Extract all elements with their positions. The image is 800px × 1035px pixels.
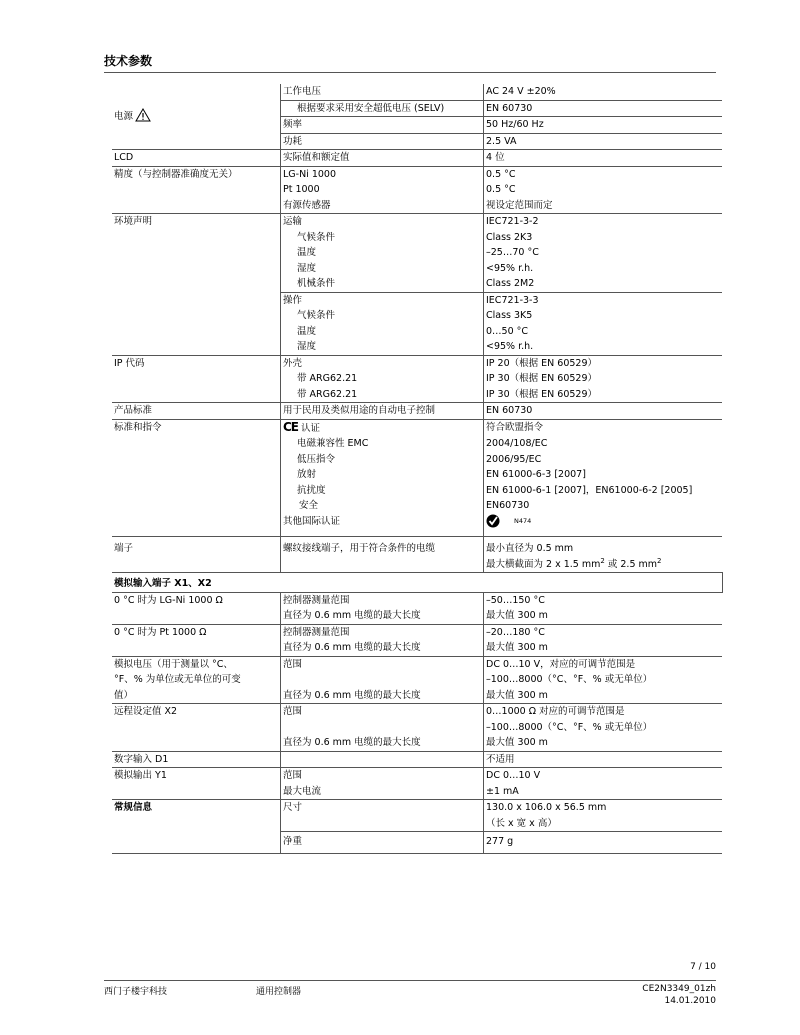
value-cell: 2004/108/EC xyxy=(484,436,723,452)
value-cell: 不适用 xyxy=(484,751,723,768)
value-cell: –20…180 °C xyxy=(484,624,723,640)
param-cell: 低压指令 xyxy=(281,452,484,468)
param-cell: 放射 xyxy=(281,467,484,483)
ip-label: IP 代码 xyxy=(112,355,281,403)
value-cell: 277 g xyxy=(484,832,723,854)
param-cell: 外壳 xyxy=(281,355,484,371)
value-cell: 最大值 300 m xyxy=(484,640,723,656)
table-row xyxy=(112,150,722,167)
value-cell: EN60730 xyxy=(484,498,723,514)
param-cell: 净重 xyxy=(281,832,484,854)
pt-label: 0 °C 时为 Pt 1000 Ω xyxy=(112,624,281,656)
param-cell: 湿度 xyxy=(281,339,484,355)
value-cell: DC 0…10 V，对应的可调节范围是 xyxy=(484,656,723,672)
value-cell: 2006/95/EC xyxy=(484,452,723,468)
param-cell: 实际值和额定值 xyxy=(281,150,484,167)
param-cell: 直径为 0.6 mm 电缆的最大长度 xyxy=(281,608,484,624)
environment-label: 环境声明 xyxy=(112,214,281,356)
param-cell: 气候条件 xyxy=(281,230,484,246)
param-cell xyxy=(281,672,484,688)
accuracy-label: 精度（与控制器准确度无关） xyxy=(112,166,281,214)
param-cell: 电磁兼容性 EMC xyxy=(281,436,484,452)
table-row xyxy=(112,573,722,593)
digital-input-label: 数字输入 D1 xyxy=(112,751,281,768)
table-row xyxy=(112,214,722,230)
param-cell: 温度 xyxy=(281,245,484,261)
table-row xyxy=(112,537,722,557)
param-cell: LG-Ni 1000 xyxy=(281,166,484,182)
superscript: 2 xyxy=(657,556,662,565)
table-row xyxy=(112,704,722,720)
value-cell: EN 60730 xyxy=(484,100,723,117)
param-cell: 温度 xyxy=(281,324,484,340)
param-cell: 有源传感器 xyxy=(281,198,484,214)
table-row xyxy=(112,166,722,182)
param-cell: 其他国际认证 xyxy=(281,514,484,537)
param-text: 认证 xyxy=(301,422,321,434)
table-row xyxy=(112,84,722,100)
ce-mark-icon: CE xyxy=(283,419,299,434)
value-cell: 0…50 °C xyxy=(484,324,723,340)
value-text: 最大横截面为 2 x 1.5 mm xyxy=(486,558,601,570)
value-cell: –100…8000（°C、°F、% 或无单位） xyxy=(484,672,723,688)
value-text: 或 2.5 mm xyxy=(604,558,658,570)
value-cell: 2.5 VA xyxy=(484,133,723,150)
param-cell: 尺寸 xyxy=(281,800,484,816)
value-cell: （长 x 宽 x 高） xyxy=(484,816,723,832)
param-cell xyxy=(281,816,484,832)
param-cell: 工作电压 xyxy=(281,84,484,100)
param-cell xyxy=(281,419,484,436)
value-cell: Class 3K5 xyxy=(484,308,723,324)
value-cell: 最大值 300 m xyxy=(484,735,723,751)
section-title: 技术参数 xyxy=(104,54,153,68)
value-cell xyxy=(484,557,723,573)
table-row xyxy=(112,355,722,371)
value-cell xyxy=(484,514,723,537)
param-cell: 用于民用及类似用途的自动电子控制 xyxy=(281,403,484,420)
param-cell: 安全 xyxy=(281,498,484,514)
remote-label: 远程设定值 X2 xyxy=(112,704,281,752)
param-cell: 范围 xyxy=(281,768,484,784)
analog-output-label: 模拟输出 Y1 xyxy=(112,768,281,800)
param-cell: 抗扰度 xyxy=(281,483,484,499)
param-cell: Pt 1000 xyxy=(281,182,484,198)
value-cell: 4 位 xyxy=(484,150,723,167)
value-cell: 0.5 °C xyxy=(484,166,723,182)
value-cell: EN 61000-6-1 [2007]，EN61000-6-2 [2005] xyxy=(484,483,723,499)
value-cell: 视设定范围而定 xyxy=(484,198,723,214)
voltage-label-line: 值） xyxy=(112,688,281,704)
c-tick-mark-icon xyxy=(486,514,514,528)
value-cell: 符合欧盟指令 xyxy=(484,419,723,436)
value-cell: DC 0…10 V xyxy=(484,768,723,784)
analog-inputs-heading: 模拟输入端子 X1、X2 xyxy=(112,573,722,593)
title-divider xyxy=(104,72,716,73)
footer-product: 通用控制器 xyxy=(256,987,302,997)
superscript: 2 xyxy=(600,556,605,565)
value-cell: 0.5 °C xyxy=(484,182,723,198)
param-cell: 范围 xyxy=(281,656,484,672)
spec-table xyxy=(112,84,716,854)
value-cell: –25…70 °C xyxy=(484,245,723,261)
param-cell: 直径为 0.6 mm 电缆的最大长度 xyxy=(281,688,484,704)
value-cell: ±1 mA xyxy=(484,784,723,800)
value-cell: –100…8000（°C、°F、% 或无单位） xyxy=(484,720,723,736)
value-cell: 50 Hz/60 Hz xyxy=(484,117,723,134)
table-row xyxy=(112,672,722,688)
value-cell: 最大值 300 m xyxy=(484,688,723,704)
footer-divider xyxy=(104,980,716,981)
table-row xyxy=(112,768,722,784)
general-label: 常规信息 xyxy=(112,800,281,854)
page-number: 7 / 10 xyxy=(690,962,716,972)
value-cell: EN 60730 xyxy=(484,403,723,420)
value-cell: 0…1000 Ω 对应的可调节范围是 xyxy=(484,704,723,720)
param-cell: 范围 xyxy=(281,704,484,720)
param-cell: 运输 xyxy=(281,214,484,230)
product-standard-label: 产品标准 xyxy=(112,403,281,420)
table-row xyxy=(112,403,722,420)
table-row xyxy=(112,656,722,672)
table-row xyxy=(112,592,722,608)
param-cell: 气候条件 xyxy=(281,308,484,324)
param-cell: 螺纹接线端子，用于符合条件的电缆 xyxy=(281,537,484,573)
value-cell: –50…150 °C xyxy=(484,592,723,608)
value-cell: <95% r.h. xyxy=(484,339,723,355)
table-row xyxy=(112,800,722,816)
value-cell: 130.0 x 106.0 x 56.5 mm xyxy=(484,800,723,816)
value-cell: IP 20（根据 EN 60529） xyxy=(484,355,723,371)
table-row xyxy=(112,419,722,436)
value-cell: AC 24 V ±20% xyxy=(484,84,723,100)
param-cell: 控制器测量范围 xyxy=(281,592,484,608)
warning-triangle-icon xyxy=(135,108,151,122)
value-cell: 最小直径为 0.5 mm xyxy=(484,537,723,557)
param-cell: 带 ARG62.21 xyxy=(281,371,484,387)
param-cell xyxy=(281,720,484,736)
voltage-label-line: 模拟电压（用于测量以 °C、 xyxy=(114,658,233,670)
voltage-label-line: °F、% 为单位或无单位的可变 xyxy=(114,674,241,685)
value-cell: IEC721-3-3 xyxy=(484,292,723,308)
param-cell: 机械条件 xyxy=(281,276,484,292)
footer-date: 14.01.2010 xyxy=(664,996,716,1006)
param-cell: 湿度 xyxy=(281,261,484,277)
value-cell: <95% r.h. xyxy=(484,261,723,277)
param-cell: 功耗 xyxy=(281,133,484,150)
param-cell: 直径为 0.6 mm 电缆的最大长度 xyxy=(281,735,484,751)
value-cell: 最大值 300 m xyxy=(484,608,723,624)
value-cell: IP 30（根据 EN 60529） xyxy=(484,371,723,387)
param-cell: 操作 xyxy=(281,292,484,308)
power-label xyxy=(112,84,281,150)
param-cell: 控制器测量范围 xyxy=(281,624,484,640)
table-row xyxy=(112,688,722,704)
cert-number: N474 xyxy=(514,516,532,525)
table-row xyxy=(112,624,722,640)
value-cell: IP 30（根据 EN 60529） xyxy=(484,387,723,403)
param-cell: 频率 xyxy=(281,117,484,134)
value-cell: Class 2M2 xyxy=(484,276,723,292)
param-cell: 直径为 0.6 mm 电缆的最大长度 xyxy=(281,640,484,656)
value-cell: IEC721-3-2 xyxy=(484,214,723,230)
footer-company: 西门子楼宇科技 xyxy=(104,987,168,997)
value-cell: Class 2K3 xyxy=(484,230,723,246)
param-cell xyxy=(281,751,484,768)
param-cell: 最大电流 xyxy=(281,784,484,800)
table-row xyxy=(112,751,722,768)
lgni-label: 0 °C 时为 LG-Ni 1000 Ω xyxy=(112,592,281,624)
value-cell: EN 61000-6-3 [2007] xyxy=(484,467,723,483)
terminals-label: 端子 xyxy=(112,537,281,573)
lcd-label: LCD xyxy=(112,150,281,167)
param-cell: 根据要求采用安全超低电压 (SELV) xyxy=(281,100,484,117)
standards-label: 标准和指令 xyxy=(112,419,281,537)
param-cell: 带 ARG62.21 xyxy=(281,387,484,403)
footer-doc-id: CE2N3349_01zh xyxy=(642,984,716,994)
power-label-text: 电源 xyxy=(114,111,134,123)
